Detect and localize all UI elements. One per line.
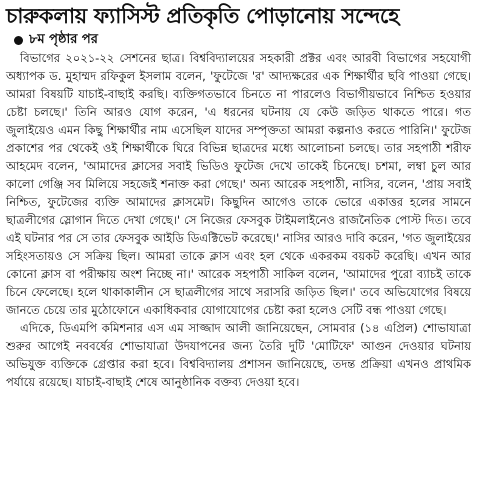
continued-from-label: ৮ম পৃষ্ঠার পর — [29, 32, 98, 47]
body-paragraph-1: বিভাগের ২০২১-২২ সেশনের ছাত্র। বিশ্ববিদ্যালয়ের সহকারী প্রক্টর এবং আরবী বিভাগের সহযোগী অধ্যাপক ড. মুহাম্মদ রফিকুল ইসলাম বলেন, 'ফুটেজে 'র' আদ্যক্ষরের এক শিক্ষার্থীর ছবি পাওয়া গেছে। আমরা বিষয়টি যাচাই-বাছাই করছি। ব্যক্তিগতভাবে চিনতে না পারলেও বিভাগীয়ভাবে নিশ্চিত হওয়ার চেষ্টা চলছে।' তিনি আরও যোগ করেন, 'এ ধরনের ঘটনায় যে কেউ জড়িত থাকতে পারে। গত জুলাইয়েও এমন কিছু শিক্ষার্থীর নাম এসেছিল যাদের সম্পৃক্ততা আমরা কল্পনাও করতে পারিনি।' ফুটেজ প্রকাশের পর থেকেই ওই শিক্ষার্থীকে ঘিরে বিভিন্ন ছাত্রদের মধ্যে আলোচনা চলছে। তার সহপাঠী শরীফ আহমেদ বলেন, 'আমাদের ক্লাসের সবাই ভিডিও ফুটেজ দেখে তাকেই চিনেছে। চশমা, লম্বা চুল আর কালো গেঞ্জি সব মিলিয়ে সহজেই শনাক্ত করা গেছে।' অন্য আরেক সহপাঠী, নাসির, বলেন, 'প্রায় সবাই নিশ্চিত, ফুটেজের ব্যক্তি আমাদের ক্লাসমেট। কিছুদিন আগেও তাকে ভোরে একাত্তর হলের সামনে ছাত্রলীগের স্লোগান দিতে দেখা গেছে।' সে নিজের ফেসবুক টাইমলাইনেও রাজনৈতিক পোস্ট দিত। তবে এই ঘটনার পর সে তার ফেসবুক আইডি ডিএক্টিভেট করেছে।' নাসির আরও দাবি করেন, 'গত জুলাইয়ের সহিংসতায়ও সে সক্রিয় ছিল। আমরা তাকে ক্লাস এবং হল থেকে একরকম বয়কট করেছি। এখন আর কোনো ক্লাস বা পরীক্ষায় অংশ নিচ্ছে না।' আরেক সহপাঠী সাকিল বলেন, 'আমাদের পুরো ব্যাচই তাকে চিনে ফেলেছে। হলে থাকাকালীন সে ছাত্রলীগের সাথে সরাসরি জড়িত ছিল।' তবে অভিযোগের বিষয়ে জানতে চেয়ে তার মুঠোফোনে একাধিকবার যোগাযোগের চেষ্টা করা হলেও সেটি বন্ধ পাওয়া গেছে। — [6, 51, 471, 317]
continuation-marker — [14, 32, 471, 48]
bullet-icon — [14, 36, 23, 45]
article-body — [6, 49, 471, 391]
headline: চারুকলায় ফ্যাসিস্ট প্রতিকৃতি পোড়ানোয় সন্দেহে — [6, 4, 400, 28]
body-paragraph-2: এদিকে, ডিএমপি কমিশনার এস এম সাজ্জাদ আলী জানিয়েছেন, সোমবার (১৪ এপ্রিল) শোভাযাত্রা শুরুর আগেই নববর্ষের শোভাযাত্রা উদযাপনের জন্য তৈরি দুটি 'মোটিফে' আগুন দেওয়ার ঘটনায় অভিযুক্ত ব্যক্তিকে গ্রেপ্তার করা হবে। বিশ্ববিদ্যালয় প্রশাসন জানিয়েছে, তদন্ত প্রক্রিয়া এখনও প্রাথমিক পর্যায়ে রয়েছে। যাচাই-বাছাই শেষে আনুষ্ঠানিক বক্তব্য দেওয়া হবে। — [6, 321, 471, 389]
